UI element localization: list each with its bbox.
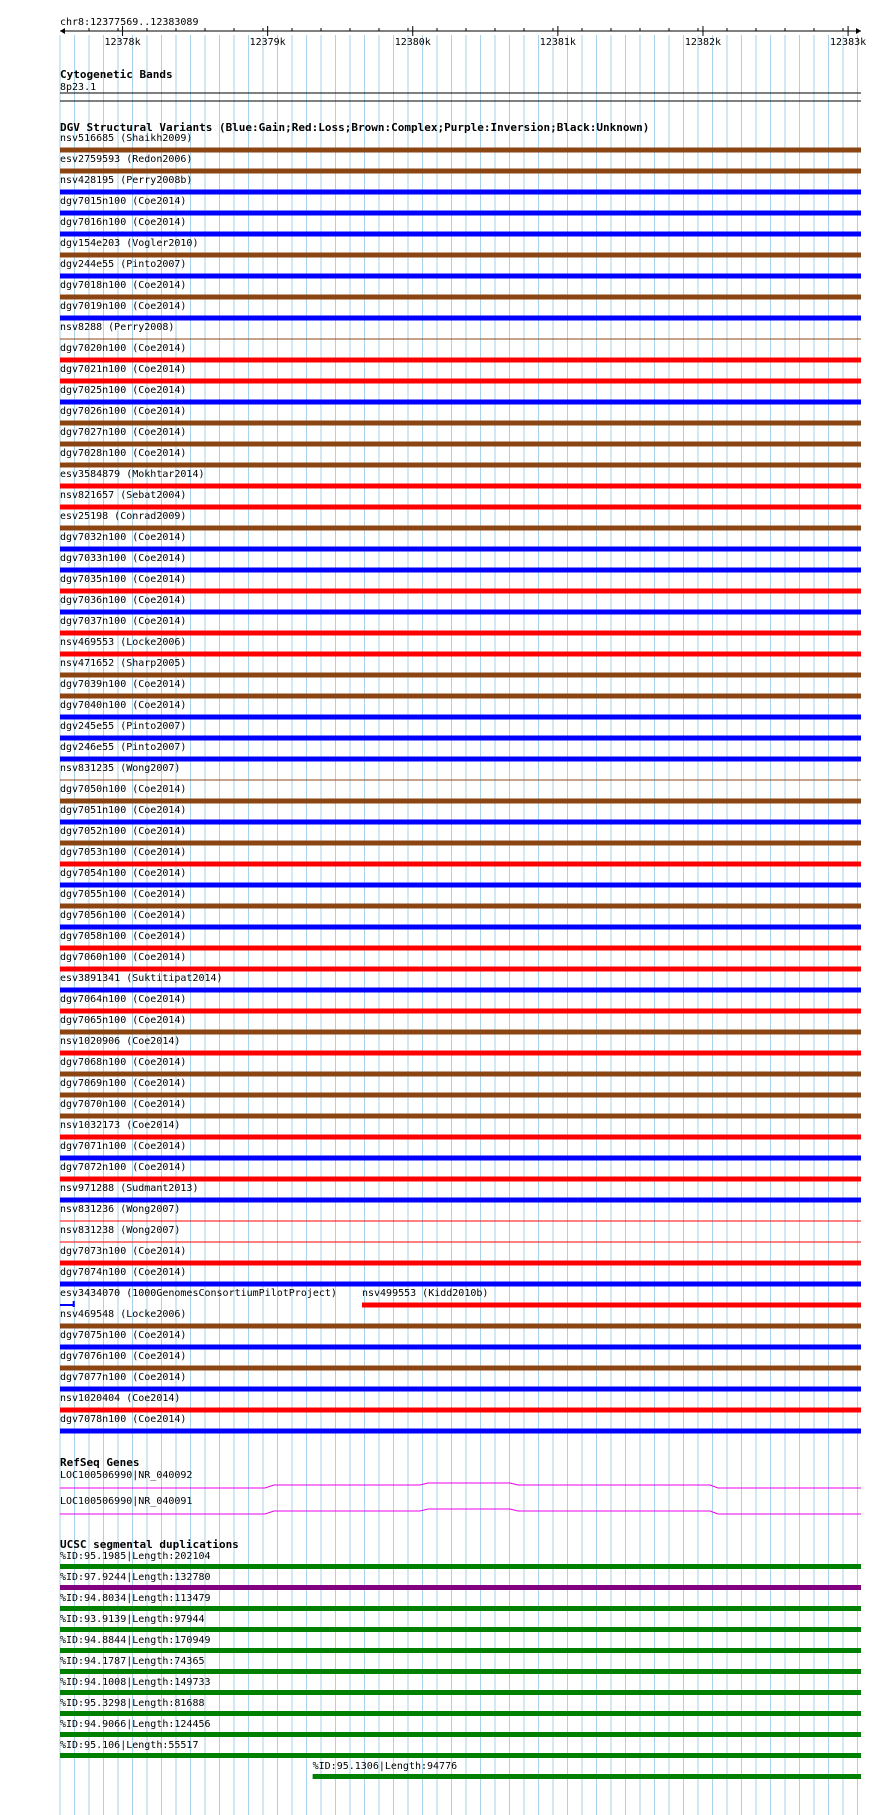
dgv-feature-bar [60,1304,75,1306]
dgv-feature-bar [60,1324,861,1329]
dgv-feature-bar [60,1408,861,1413]
ruler-arrow-left [60,28,65,34]
dgv-feature-label: dgv7035n100 (Coe2014) [60,574,187,585]
dgv-feature-bar [60,820,861,825]
segdup-feature-label: %ID:94.1008|Length:149733 [60,1677,211,1688]
dgv-feature-label: nsv428195 (Perry2008b) [60,175,193,186]
dgv-feature-label: dgv7018n100 (Coe2014) [60,280,187,291]
dgv-feature-bar [60,190,861,195]
dgv-feature-label: dgv7069n100 (Coe2014) [60,1078,187,1089]
dgv-feature-bar [60,715,861,720]
dgv-feature-bar [60,1366,861,1371]
dgv-feature-bar [60,484,861,489]
dgv-feature-bar [60,1030,861,1035]
dgv-feature-bar [60,1345,861,1350]
coordinate-ruler [60,17,866,48]
dgv-feature-bar [60,967,861,972]
dgv-feature-bar [60,400,861,405]
segdup-feature-bar [60,1732,861,1737]
dgv-feature-label: dgv7026n100 (Coe2014) [60,406,187,417]
dgv-feature-bar [60,274,861,279]
dgv-feature-bar [60,694,861,699]
dgv-feature-label: dgv7056n100 (Coe2014) [60,910,187,921]
dgv-track [60,121,861,1434]
segdup-feature-bar [60,1669,861,1674]
segdup-feature-label: %ID:94.1787|Length:74365 [60,1656,205,1667]
dgv-track-title: DGV Structural Variants (Blue:Gain;Red:Loss;Brown:Complex;Purple:Inversion;Black:Unknown) [60,121,650,134]
dgv-feature-label: dgv7036n100 (Coe2014) [60,595,187,606]
dgv-feature-label: dgv7040n100 (Coe2014) [60,700,187,711]
dgv-feature-bar [60,610,861,615]
dgv-feature-label: dgv7073n100 (Coe2014) [60,1246,187,1257]
ruler-arrow-right [856,28,861,34]
dgv-feature-label: esv3584879 (Mokhtar2014) [60,469,205,480]
dgv-feature-label: dgv7051n100 (Coe2014) [60,805,187,816]
segdup-feature-bar [60,1648,861,1653]
dgv-feature-label: dgv7032n100 (Coe2014) [60,532,187,543]
dgv-feature-bar [60,631,861,636]
dgv-feature-label: dgv7071n100 (Coe2014) [60,1141,187,1152]
dgv-feature-bar [60,547,861,552]
dgv-feature-label: dgv246e55 (Pinto2007) [60,742,187,753]
segdup-feature-bar [60,1585,861,1590]
dgv-feature-label: nsv1032173 (Coe2014) [60,1120,181,1131]
dgv-feature-label: dgv7078n100 (Coe2014) [60,1414,187,1425]
dgv-feature-label: dgv7050n100 (Coe2014) [60,784,187,795]
dgv-feature-label: dgv7074n100 (Coe2014) [60,1267,187,1278]
dgv-feature-label: dgv7028n100 (Coe2014) [60,448,187,459]
segdup-feature-label: %ID:95.1985|Length:202104 [60,1551,211,1562]
dgv-feature-label: esv3434070 (1000GenomesConsortiumPilotProject) [60,1288,337,1299]
segdup-track-title: UCSC segmental duplications [60,1538,239,1551]
dgv-feature-bar [362,1303,861,1308]
dgv-feature-bar [60,1282,861,1287]
dgv-feature-bar [60,946,861,951]
dgv-feature-bar [60,505,861,510]
segdup-track [60,1538,861,1779]
dgv-feature-bar [60,736,861,741]
dgv-feature-bar [60,883,861,888]
dgv-feature-label: nsv971288 (Sudmant2013) [60,1183,199,1194]
dgv-feature-bar [60,1429,861,1434]
dgv-feature-bar [60,988,861,993]
refseq-track [60,1456,861,1514]
segdup-feature-bar [60,1753,861,1758]
dgv-feature-label: dgv7055n100 (Coe2014) [60,889,187,900]
ruler-tick-label: 12380k [394,37,431,48]
dgv-feature-bar [60,1114,861,1119]
dgv-feature-bar [60,148,861,153]
dgv-feature-bar [60,1261,861,1266]
dgv-feature-label: nsv831236 (Wong2007) [60,1204,181,1215]
dgv-feature-bar [60,652,861,657]
dgv-feature-bar [60,1177,861,1182]
dgv-feature-label: dgv154e203 (Vogler2010) [60,238,199,249]
segdup-feature-label: %ID:95.3298|Length:81688 [60,1698,205,1709]
dgv-feature-label: esv25198 (Conrad2009) [60,511,187,522]
dgv-feature-label: dgv7065n100 (Coe2014) [60,1015,187,1026]
dgv-feature-bar [60,568,861,573]
segdup-feature-bar [313,1774,861,1779]
segdup-feature-label: %ID:93.9139|Length:97944 [60,1614,205,1625]
dgv-feature-label: nsv471652 (Sharp2005) [60,658,187,669]
segdup-feature-label: %ID:94.9066|Length:124456 [60,1719,211,1730]
dgv-feature-bar [60,904,861,909]
ruler-tick-label: 12378k [104,37,141,48]
dgv-feature-bar [60,1135,861,1140]
ruler-tick-label: 12379k [249,37,286,48]
dgv-feature-label: dgv7033n100 (Coe2014) [60,553,187,564]
dgv-feature-bar [60,589,861,594]
dgv-feature-label: dgv7070n100 (Coe2014) [60,1099,187,1110]
dgv-feature-label: dgv7068n100 (Coe2014) [60,1057,187,1068]
dgv-feature-bar [60,780,861,781]
segdup-feature-bar [60,1690,861,1695]
dgv-feature-bar [60,673,861,678]
dgv-feature-label: dgv7072n100 (Coe2014) [60,1162,187,1173]
dgv-feature-bar [60,925,861,930]
dgv-feature-bar [60,379,861,384]
dgv-feature-label: nsv516685 (Shaikh2009) [60,133,193,144]
dgv-feature-label: dgv7064n100 (Coe2014) [60,994,187,1005]
dgv-feature-label: dgv7053n100 (Coe2014) [60,847,187,858]
dgv-feature-label: dgv7039n100 (Coe2014) [60,679,187,690]
dgv-feature-label: nsv499553 (Kidd2010b) [361,1288,489,1299]
dgv-feature-bar [60,1051,861,1056]
dgv-feature-bar [60,1221,861,1222]
cytoband-label: 8p23.1 [60,82,97,93]
dgv-feature-bar [60,799,861,804]
dgv-feature-label: dgv7054n100 (Coe2014) [60,868,187,879]
segdup-feature-label: %ID:94.8844|Length:170949 [60,1635,211,1646]
dgv-feature-bar [60,211,861,216]
dgv-feature-bar [60,757,861,762]
dgv-feature-label: dgv7027n100 (Coe2014) [60,427,187,438]
dgv-feature-end-tick [73,1301,75,1307]
dgv-feature-bar [60,841,861,846]
refseq-gene-model [60,1483,861,1488]
ruler-tick-label: 12381k [539,37,576,48]
dgv-feature-bar [60,862,861,867]
dgv-feature-bar [60,1156,861,1161]
ruler-tick-label: 12382k [684,37,722,48]
refseq-gene-label: LOC100506990|NR_040092 [60,1470,193,1481]
dgv-feature-bar [60,1198,861,1203]
dgv-feature-label: dgv7052n100 (Coe2014) [60,826,187,837]
dgv-feature-bar [60,253,861,258]
dgv-feature-label: dgv7025n100 (Coe2014) [60,385,187,396]
dgv-feature-bar [60,1009,861,1014]
dgv-feature-label: dgv7015n100 (Coe2014) [60,196,187,207]
dgv-feature-label: dgv7021n100 (Coe2014) [60,364,187,375]
dgv-feature-label: esv2759593 (Redon2006) [60,154,193,165]
dgv-feature-bar [60,1242,861,1243]
dgv-feature-label: dgv7020n100 (Coe2014) [60,343,187,354]
dgv-feature-bar [60,526,861,531]
refseq-track-title: RefSeq Genes [60,1456,140,1469]
dgv-feature-label: nsv469553 (Locke2006) [60,637,187,648]
segdup-feature-label: %ID:97.9244|Length:132780 [60,1572,211,1583]
segdup-feature-bar [60,1564,861,1569]
dgv-feature-label: dgv245e55 (Pinto2007) [60,721,187,732]
dgv-feature-label: dgv7019n100 (Coe2014) [60,301,187,312]
cytoband-track-title: Cytogenetic Bands [60,68,173,81]
dgv-feature-bar [60,421,861,426]
dgv-feature-bar [60,1093,861,1098]
segdup-feature-bar [60,1711,861,1716]
dgv-feature-bar [60,1387,861,1392]
segdup-feature-label: %ID:95.106|Length:55517 [60,1740,199,1751]
dgv-feature-label: dgv7060n100 (Coe2014) [60,952,187,963]
dgv-feature-bar [60,1072,861,1077]
dgv-feature-label: dgv7077n100 (Coe2014) [60,1372,187,1383]
segdup-feature-bar [60,1627,861,1632]
ruler-tick-label: 12383k [830,37,867,48]
dgv-feature-bar [60,339,861,340]
dgv-feature-bar [60,316,861,321]
dgv-feature-bar [60,232,861,237]
segdup-feature-bar [60,1606,861,1611]
ruler-location: chr8:12377569..12383089 [60,17,199,28]
dgv-feature-label: nsv831238 (Wong2007) [60,1225,181,1236]
dgv-feature-label: dgv7016n100 (Coe2014) [60,217,187,228]
refseq-gene-model [60,1509,861,1514]
dgv-feature-bar [60,463,861,468]
cytoband-track [60,68,861,101]
dgv-feature-label: nsv831235 (Wong2007) [60,763,181,774]
dgv-feature-label: nsv469548 (Locke2006) [60,1309,187,1320]
dgv-feature-label: dgv7075n100 (Coe2014) [60,1330,187,1341]
dgv-feature-label: dgv7037n100 (Coe2014) [60,616,187,627]
dgv-feature-label: nsv8288 (Perry2008) [60,322,175,333]
dgv-feature-label: nsv1020906 (Coe2014) [60,1036,181,1047]
dgv-feature-label: esv3891341 (Suktitipat2014) [60,973,223,984]
segdup-feature-label: %ID:94.8034|Length:113479 [60,1593,211,1604]
dgv-feature-label: dgv7058n100 (Coe2014) [60,931,187,942]
dgv-feature-label: dgv244e55 (Pinto2007) [60,259,187,270]
refseq-gene-label: LOC100506990|NR_040091 [60,1496,193,1507]
dgv-feature-label: nsv1020404 (Coe2014) [60,1393,181,1404]
segdup-feature-label: %ID:95.1306|Length:94776 [312,1761,458,1772]
dgv-feature-label: nsv821657 (Sebat2004) [60,490,187,501]
dgv-feature-bar [60,295,861,300]
dgv-feature-bar [60,169,861,174]
dgv-feature-bar [60,442,861,447]
dgv-feature-bar [60,358,861,363]
dgv-feature-label: dgv7076n100 (Coe2014) [60,1351,187,1362]
